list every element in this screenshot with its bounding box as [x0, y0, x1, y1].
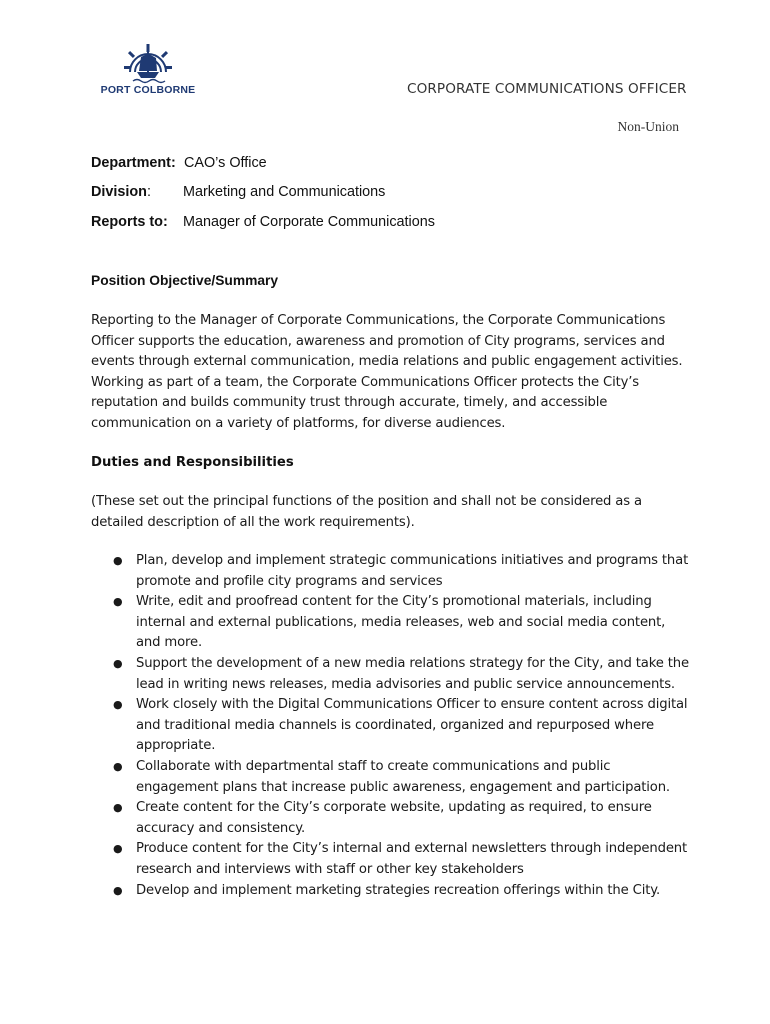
reports-to-row	[91, 214, 435, 230]
division-row	[91, 184, 386, 200]
list-item	[91, 881, 691, 902]
bullet-icon: ●	[113, 801, 123, 815]
list-item	[91, 798, 691, 839]
duty-text: Work closely with the Digital Communications Officer to ensure content across digital and traditional media channels is coordinated, organized and repurposed where appropriate.	[136, 697, 688, 754]
division-colon: :	[146, 184, 151, 200]
union-status: Non-Union	[617, 119, 679, 134]
reports-to-label: Reports to:	[91, 214, 168, 230]
objective-text: Reporting to the Manager of Corporate Communications, the Corporate Communications Officer supports the education, awareness and promotion of City programs, services and events through external communication, media relations and public engagement activities. Working as part of a team, the Corporate Communications Officer protects the City’s reputation and builds community trust through accurate, timely, and accessible communication on a variety of platforms, for diverse audiences.	[91, 313, 683, 431]
bullet-icon: ●	[113, 759, 123, 773]
objective-heading: Position Objective/Summary	[91, 273, 279, 288]
duty-text: Plan, develop and implement strategic communications initiatives and programs that promote and profile city programs and services	[136, 553, 689, 589]
list-item	[91, 757, 691, 798]
division-label: Division	[91, 184, 147, 200]
list-item	[91, 695, 691, 757]
port-colborne-logo	[92, 42, 204, 100]
division-value: Marketing and Communications	[183, 184, 386, 200]
duties-heading: Duties and Responsibilities	[91, 455, 294, 470]
duties-intro: (These set out the principal functions of the position and shall not be considered as a detailed description of all the work requirements).	[91, 494, 642, 530]
duty-text: Produce content for the City’s internal and external newsletters through independent research and interviews with staff or other key stakeholders	[136, 841, 688, 877]
list-item	[91, 592, 691, 654]
bullet-icon: ●	[113, 656, 123, 670]
job-title: CORPORATE COMMUNICATIONS OFFICER	[407, 81, 687, 97]
bullet-icon: ●	[113, 883, 123, 897]
duties-list	[91, 551, 691, 901]
bullet-icon: ●	[113, 595, 123, 609]
list-item	[91, 839, 691, 880]
duty-text: Create content for the City’s corporate website, updating as required, to ensure accuracy and consistency.	[136, 800, 652, 836]
department-row	[91, 155, 267, 171]
reports-to-value: Manager of Corporate Communications	[183, 214, 435, 230]
department-label: Department:	[91, 155, 176, 171]
duty-text: Develop and implement marketing strategies recreation offerings within the City.	[136, 882, 661, 898]
duty-text: Collaborate with departmental staff to create communications and public engagement plans that increase public awareness, engagement and participation.	[136, 758, 670, 795]
list-item	[91, 551, 691, 592]
bullet-icon: ●	[113, 698, 123, 712]
list-item	[91, 654, 691, 695]
logo-text: PORT COLBORNE	[100, 84, 196, 96]
duty-text: Write, edit and proofread content for the City’s promotional materials, including internal and external publications, media releases, web and social media content, and more.	[136, 594, 666, 651]
ship-wheel-icon	[123, 42, 173, 84]
bullet-icon: ●	[113, 842, 123, 856]
bullet-icon: ●	[113, 554, 123, 567]
duty-text: Support the development of a new media relations strategy for the City, and take the lead in writing news releases, media advisories and public service announcements.	[136, 655, 689, 692]
department-value: CAO’s Office	[184, 155, 267, 171]
